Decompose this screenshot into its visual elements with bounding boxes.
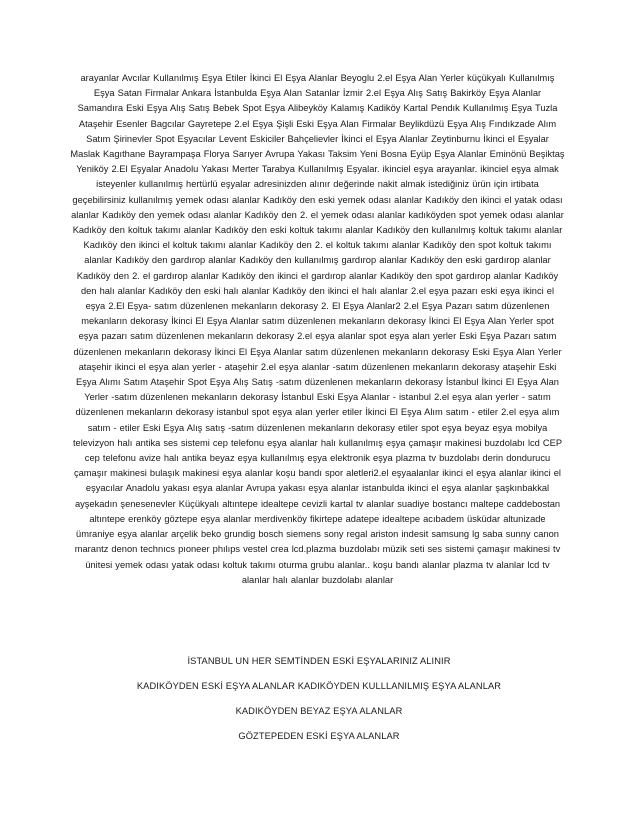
heading-kadikoy-eski: KADIKÖYDEN ESKİ EŞYA ALANLAR KADIKÖYDEN KULLLANILMIŞ EŞYA ALANLAR — [136, 681, 502, 691]
heading-list — [60, 654, 578, 754]
heading-istanbul: İSTANBUL UN HER SEMTİNDEN ESKİ EŞYALARINIZ ALINIR — [187, 656, 451, 666]
heading-goztepe: GÖZTEPEDEN ESKİ EŞYA ALANLAR — [238, 731, 400, 741]
heading-kadikoy-beyaz: KADIKÖYDEN BEYAZ EŞYA ALANLAR — [235, 706, 403, 716]
body-paragraph: arayanlar Avcılar Kullanılmış Eşya Etiler İkinci El Eşya Alanlar Beyoglu 2.el Eşya Alan Yerler küçükyalı Kullanılmış Eşya Satan Firmalar Ankara İstanbulda Eşya Alan Satanlar İzmir 2.el Eşya Alış Satış Bakirköy Eşya Alanlar Samandıra Eski Eşya Alış Satış Bebek Spot Eşya Alibeyköy Kalamış Kadiköy Kartal Pendık Kullanılmış Eşya Tuzla Ataşehir Esenler Bagcılar Gayretepe 2.el Eşya Şişli Eski Eşya Alan Firmalar Beylikdüzü Eşya Alış Fındıkzade Alım Satım Şirinevler Spot Eşyacılar Levent Eskiciler Bahçelievler İkinci el Eşya Alanlar Zeytinburnu İkinci el Eşyalar Maslak Kagıthane Bayrampaşa Florya Sarıyer Avrupa Yakası Taksim Yeni Bosna Eyüp Eşya Alanlar Eminönü Beşiktaş Yeniköy 2.El Eşyalar Anadolu Yakası Merter Tarabya Kullanılmış Eşyalar. ikinciel eşya arayanlar. ikinciel eşya almak isteyenler kullanılmış hertürlü eşyalar adresinizden alınır değerinde nakit almak istediğiniz ürün için irtibata geçebilirsiniz kullanılmış yemek odası alanlar Kadıköy den eski yemek odası alanlar Kadıköy den ikinci el yatak odası alanlar Kadıköy den yemek odası alanlar Kadıköy den 2. el yemek odası alanlar kadıköyden spot yemek odası alanlar Kadıköy den koltuk takımı alanlar Kadıköy den eski koltuk takımı alanlar Kadıköy den kullanılmış koltuk takımı alanlar Kadıköy den ikinci el koltuk takımı alanlar Kadıköy den 2. el koltuk takımı alanlar Kadıköy den spot koltuk takımı alanlar Kadıköy den gardırop alanlar Kadıköy den kullanılmış gardırop alanlar Kadıköy den eski gardırop alanlar Kadıköy den 2. el gardırop alanlar Kadıköy den ikinci el gardırop alanlar Kadıköy den spot gardırop alanlar Kadıköy den halı alanlar Kadıköy den eski halı alanlar Kadıköy den ikinci el halı alanlar 2.el eşya pazarı eski eşya ikinci el eşya 2.El Eşya- satım düzenlenen mekanların dekorasy 2. El Eşya Alanlar2 2.el Eşya Pazarı satım düzenlenen mekanların dekorasy İkinci El Eşya Alanlar satım düzenlenen mekanların dekorasy İkinci El Eşya Alan Yerler spot eşya pazarı satım düzenlenen mekanların dekorasy 2.el eşya alanlar spot eşya alan yerler Eski Eşya Pazarı satım düzenlenen mekanların dekorasy İkinci El Eşya Alanlar satım düzenlenen mekanların dekorasy Eski Eşya Alan Yerler ataşehir ikinci el eşya alan yerler - ataşehir 2.el eşya alanlar -satım düzenlenen mekanların dekorasy ataşehir Eski Eşya Alımı Satım Ataşehir Spot Eşya Alış Satış -satım düzenlenen mekanların dekorasy İstanbul İkinci El Eşya Alan Yerler -satım düzenlenen mekanların dekorasy İstanbul Eski Eşya Alanlar - istanbul 2.el eşya alan yerler - satım düzenlenen mekanların dekorasy istanbul spot eşya alan yerler etiler İkinci El Eşya Alım satım - etiler 2.el eşya alım satım - etiler Eski Eşya Alış satış -satım düzenlenen mekanların dekorasy etiler spot eşya beyaz eşya mobilya televizyon halı antika ses sistemi cep telefonu eşya alanlar halı kullanılmış eşya çamaşır makinesi buzdolabı lcd CEP cep telefonu avize halı antika beyaz eşya kullanılmış eşya elektronik eşya plazma tv buzdolabı derin dondurucu çamaşır makinesi bulaşık makinesi eşya alanlar koşu bandı spor aletleri2.el eşyaalanlar ikinci el eşya alanlar ikinci el eşyacılar Anadolu yakası eşya alanlar Avrupa yakası eşya alanlar istanbulda ikinci el eşya alanlar şaşkınbakkal ayşekadın şenesenevler Küçükyalı altıntepe idealtepe cevizli kartal tv alanlar suadiye bostancı maltepe caddebostan altıntepe erenköy göztepe eşya alanlar merdivenköy fikirtepe adatepe idealtepe acıbadem üsküdar altunizade ümraniye eşya alanlar arçelik beko grundig bosch siemens sony regal ariston indesit samsung lg saba sunny canon marantz denon technıcs pıoneer phılıps vestel crea lcd.plazma buzdolabı müzik seti ses sistemi çamaşır makinesi tv ünitesi yemek odası yatak odası koltuk takımı oturma grubu alanlar.. koşu bandı alanlar plazma tv alanlar lcd tv alanlar halı alanlar buzdolabı alanlar — [70, 73, 565, 585]
